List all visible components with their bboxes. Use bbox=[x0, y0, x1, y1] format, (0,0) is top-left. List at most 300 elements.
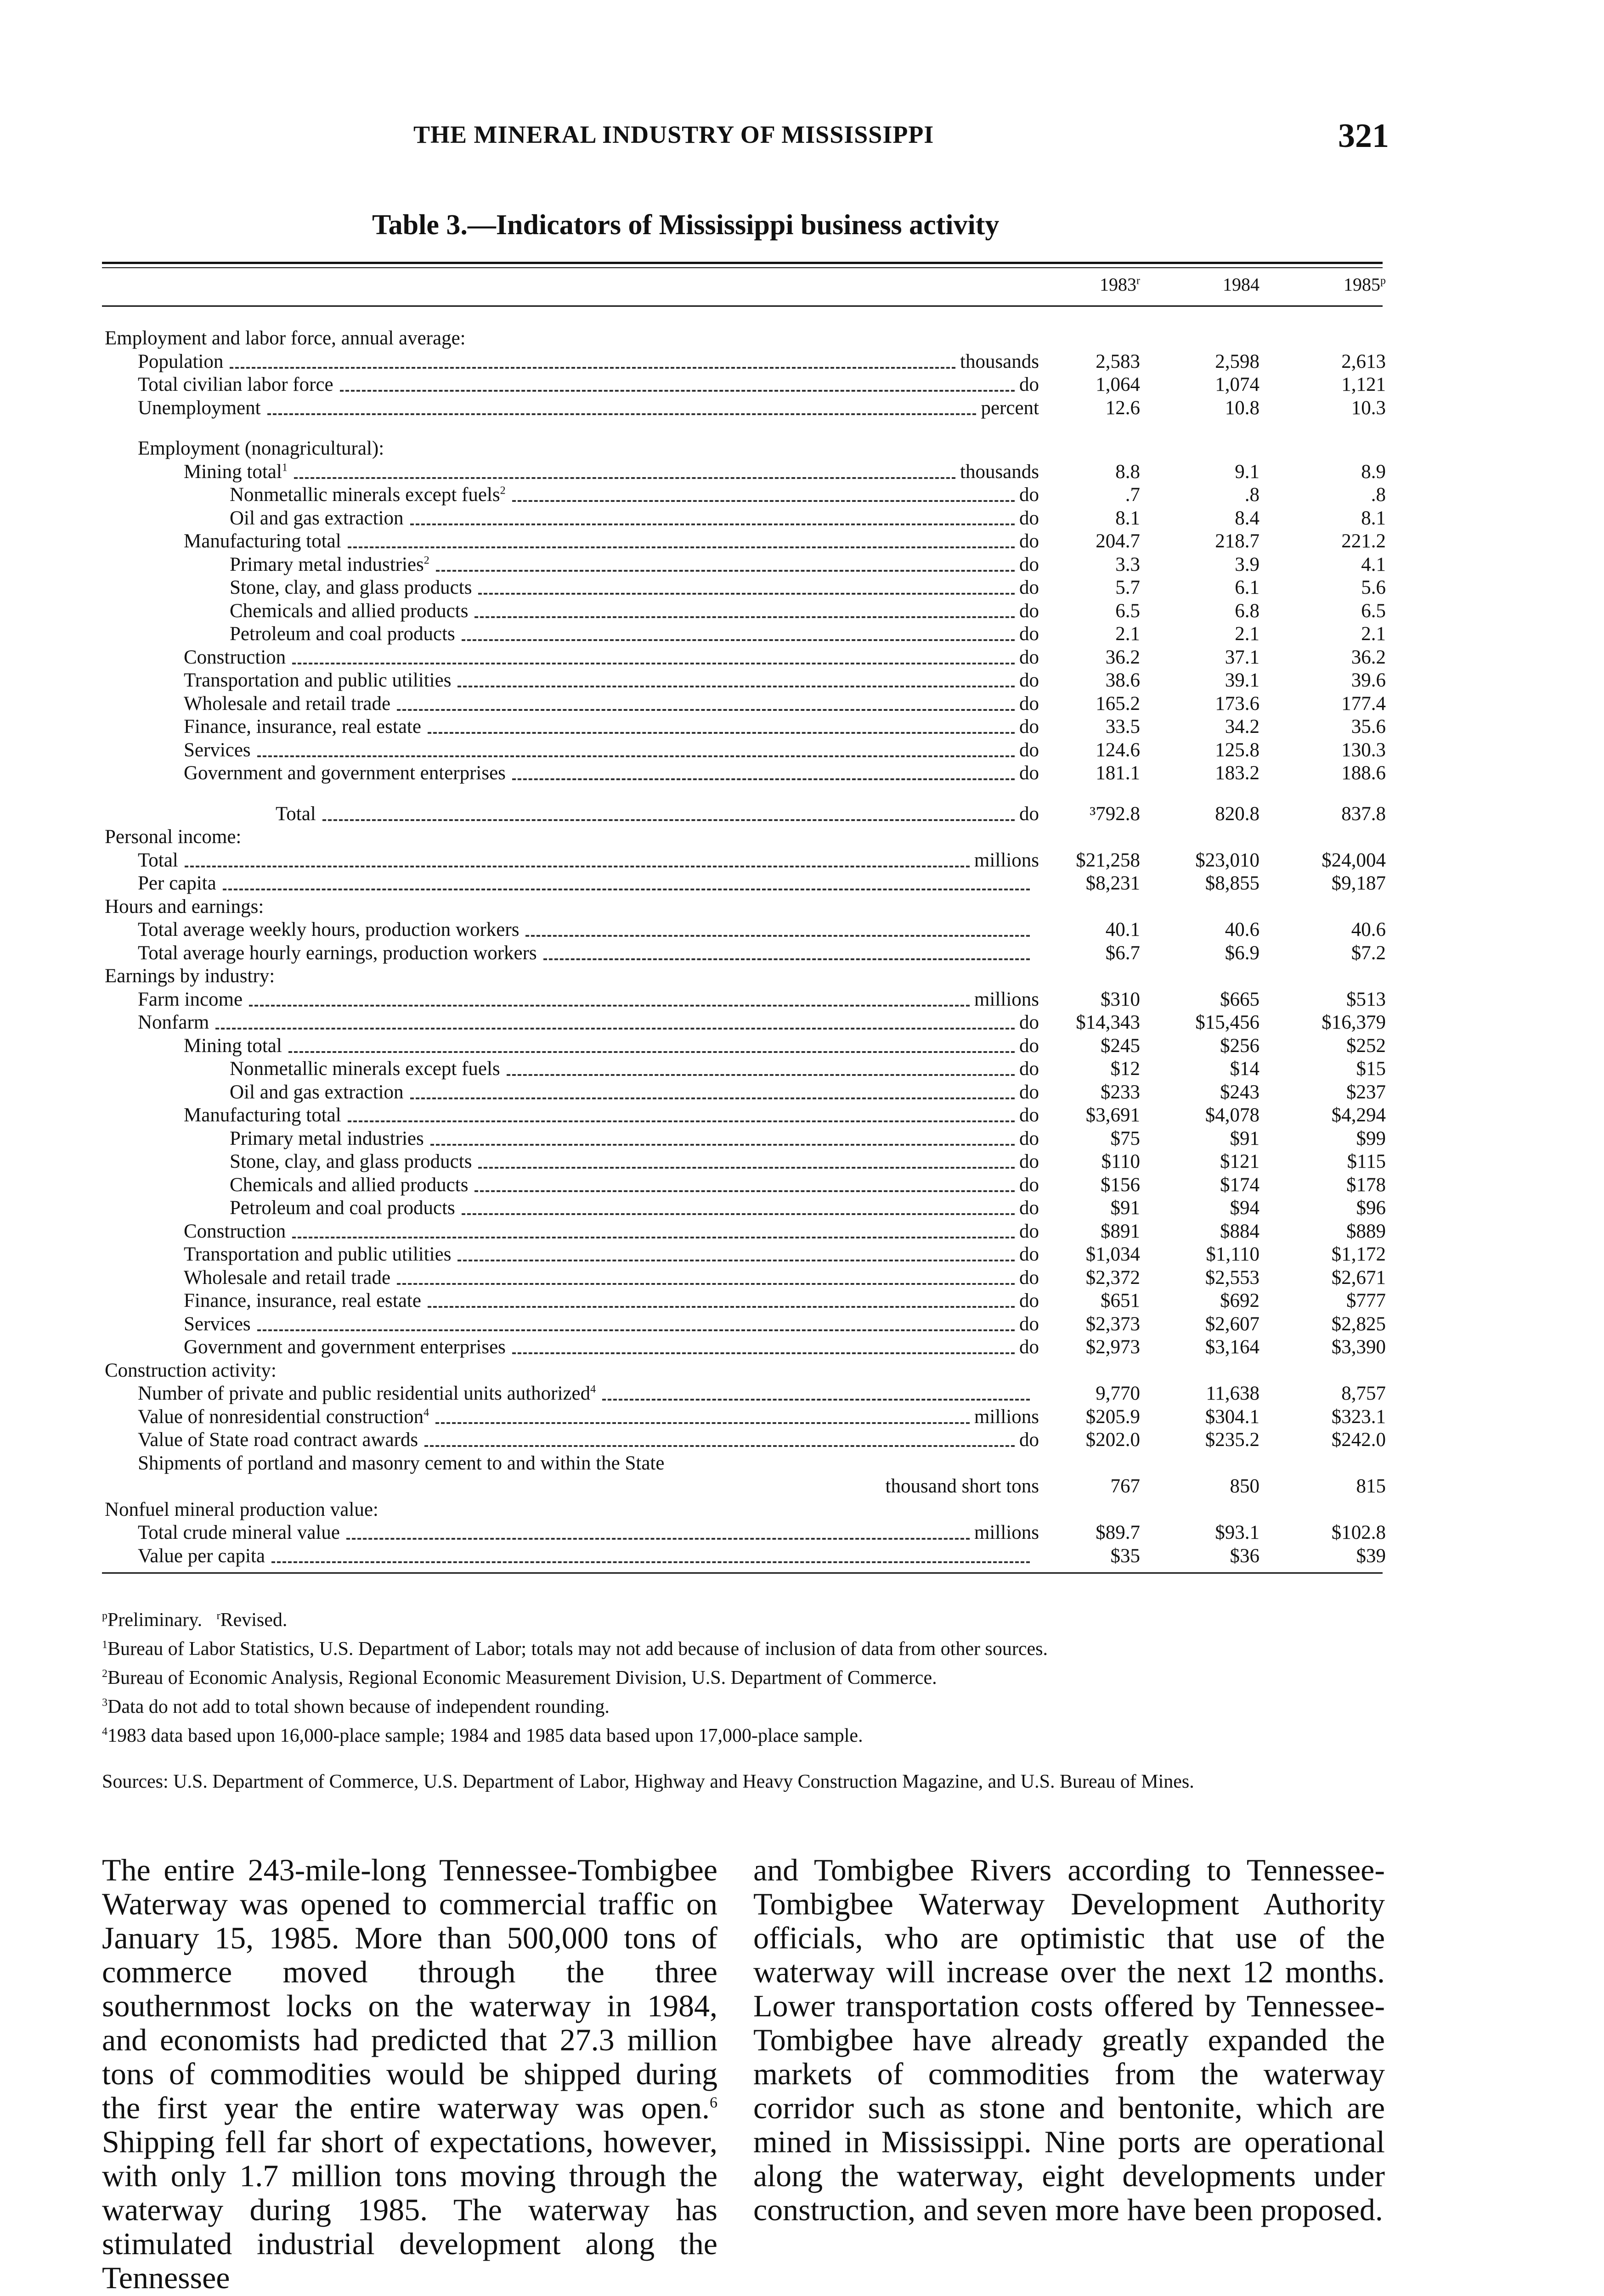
cell-1985: $777 bbox=[1346, 1290, 1386, 1311]
row-label: Wholesale and retail trade bbox=[184, 692, 391, 715]
row-label: Construction activity: bbox=[105, 1359, 277, 1381]
dot-leader bbox=[474, 1190, 1015, 1192]
table-row bbox=[0, 1452, 1604, 1475]
dot-leader bbox=[230, 367, 955, 369]
cell-1985: $513 bbox=[1346, 988, 1386, 1010]
table-row bbox=[0, 1150, 1604, 1173]
row-unit: thousands bbox=[960, 350, 1039, 372]
table-row bbox=[0, 437, 1604, 460]
cell-1985: $99 bbox=[1356, 1127, 1386, 1149]
row-label: Number of private and public residential units authorized$^4$ bbox=[138, 1383, 596, 1404]
cell-1984: $2,607 bbox=[1205, 1313, 1259, 1335]
cell-1983: $2,373 bbox=[1085, 1313, 1140, 1335]
table-row bbox=[0, 373, 1604, 396]
cell-1983: $75 bbox=[1110, 1127, 1140, 1149]
cell-1984: $1,110 bbox=[1206, 1244, 1259, 1265]
row-unit: do bbox=[1019, 1104, 1039, 1126]
row-unit: do bbox=[1019, 507, 1039, 529]
row-label: Wholesale and retail trade bbox=[184, 1266, 391, 1289]
cell-1984: 2,598 bbox=[1215, 350, 1259, 372]
cell-1985: 221.2 bbox=[1341, 530, 1386, 552]
table-row bbox=[0, 872, 1604, 895]
cell-1985: 1,121 bbox=[1341, 374, 1386, 395]
table-row bbox=[0, 1521, 1604, 1544]
table-row bbox=[0, 849, 1604, 872]
cell-1983: $110 bbox=[1101, 1151, 1140, 1172]
cell-1984: $93.1 bbox=[1215, 1522, 1259, 1543]
cell-1984: 850 bbox=[1230, 1475, 1259, 1497]
cell-1983: $21,258 bbox=[1076, 849, 1140, 871]
table-row bbox=[0, 1498, 1604, 1521]
row-unit: do bbox=[1019, 803, 1039, 825]
table-row bbox=[0, 965, 1604, 988]
cell-1984: 173.6 bbox=[1215, 692, 1259, 715]
dot-leader bbox=[512, 500, 1015, 502]
dot-leader bbox=[185, 866, 970, 867]
cell-1984: 1,074 bbox=[1215, 374, 1259, 395]
row-label: Total crude mineral value bbox=[138, 1522, 340, 1543]
cell-1983: $651 bbox=[1101, 1290, 1140, 1311]
table-row bbox=[0, 530, 1604, 553]
cell-1985: 5.6 bbox=[1361, 577, 1386, 598]
row-label: Employment (nonagricultural): bbox=[138, 438, 384, 459]
table-row bbox=[0, 918, 1604, 941]
dot-leader bbox=[288, 1051, 1015, 1053]
cell-1984: 10.8 bbox=[1225, 397, 1259, 419]
row-label: Mining total bbox=[184, 1035, 282, 1057]
cell-1985: $237 bbox=[1346, 1081, 1386, 1103]
row-unit: do bbox=[1019, 600, 1039, 622]
table-row bbox=[0, 692, 1604, 715]
cell-1984: 125.8 bbox=[1215, 739, 1259, 761]
cell-1983: 165.2 bbox=[1096, 692, 1140, 715]
row-unit: do bbox=[1019, 670, 1039, 691]
cell-1983: 204.7 bbox=[1096, 530, 1140, 552]
table-row bbox=[0, 1081, 1604, 1104]
table-row bbox=[0, 397, 1604, 420]
row-unit: millions bbox=[974, 1522, 1039, 1543]
table-row bbox=[0, 461, 1604, 484]
cell-1983: $8,231 bbox=[1085, 872, 1140, 894]
cell-1984: $23,010 bbox=[1195, 849, 1259, 871]
cell-1984: $174 bbox=[1220, 1174, 1259, 1196]
dot-leader bbox=[410, 523, 1015, 525]
cell-1985: 40.6 bbox=[1351, 919, 1386, 940]
table-row bbox=[0, 1220, 1604, 1243]
column-head-rule bbox=[102, 305, 1383, 307]
table-row bbox=[0, 942, 1604, 965]
dot-leader bbox=[543, 958, 1030, 960]
cell-1985: $4,294 bbox=[1331, 1104, 1386, 1126]
row-label: Chemicals and allied products bbox=[230, 600, 469, 622]
cell-1983: 12.6 bbox=[1105, 397, 1140, 419]
table-row bbox=[0, 350, 1604, 373]
column-head-1985: 1985$^p$ bbox=[1344, 274, 1386, 295]
dot-leader bbox=[340, 390, 1015, 392]
row-label: Population bbox=[138, 350, 224, 372]
cell-1984: $304.1 bbox=[1205, 1406, 1259, 1428]
row-label: Total civilian labor force bbox=[138, 374, 333, 395]
table-row bbox=[0, 576, 1604, 599]
footnote: $^p$Preliminary. $^r$Revised. bbox=[102, 1609, 288, 1631]
cell-1984: 11,638 bbox=[1206, 1383, 1259, 1404]
cell-1985: $178 bbox=[1346, 1174, 1386, 1196]
cell-1984: $14 bbox=[1230, 1058, 1259, 1080]
table-row bbox=[0, 1243, 1604, 1266]
table-row bbox=[0, 1545, 1604, 1568]
dot-leader bbox=[292, 663, 1015, 664]
table-row bbox=[0, 623, 1604, 646]
cell-1985: $15 bbox=[1356, 1058, 1386, 1080]
dot-leader bbox=[478, 593, 1015, 595]
cell-1985: 8.1 bbox=[1361, 507, 1386, 529]
row-unit: millions bbox=[974, 1406, 1039, 1428]
dot-leader bbox=[474, 616, 1015, 618]
row-label: Oil and gas extraction bbox=[230, 1081, 404, 1103]
table-row bbox=[0, 553, 1604, 576]
row-unit: do bbox=[1019, 739, 1039, 761]
row-label: Government and government enterprises bbox=[184, 762, 506, 784]
footnote: $^1$Bureau of Labor Statistics, U.S. Department of Labor; totals may not add because of inclusion of data from other sources. bbox=[102, 1638, 1048, 1660]
page-number: 321 bbox=[1338, 117, 1389, 155]
row-label: Value per capita bbox=[138, 1545, 265, 1567]
table-row bbox=[0, 739, 1604, 762]
table-row bbox=[0, 1197, 1604, 1220]
row-label: Transportation and public utilities bbox=[184, 670, 452, 691]
cell-1983: $310 bbox=[1101, 988, 1140, 1010]
row-unit: do bbox=[1019, 1313, 1039, 1335]
cell-1983: $1,034 bbox=[1085, 1244, 1140, 1265]
table-row bbox=[0, 1382, 1604, 1405]
footnote-ref: 4 bbox=[590, 1383, 596, 1396]
cell-1985: 2,613 bbox=[1341, 350, 1386, 372]
dot-leader bbox=[271, 1561, 1030, 1563]
cell-1985: $16,379 bbox=[1322, 1012, 1386, 1033]
row-unit: do bbox=[1019, 1127, 1039, 1149]
table-row bbox=[0, 669, 1604, 692]
cell-1984: $8,855 bbox=[1205, 872, 1259, 894]
cell-1983: 1,064 bbox=[1096, 374, 1140, 395]
cell-1983: 2,583 bbox=[1096, 350, 1140, 372]
cell-1983: $6.7 bbox=[1105, 942, 1140, 964]
cell-1983: 8.1 bbox=[1115, 507, 1140, 529]
cell-1985: 130.3 bbox=[1341, 739, 1386, 761]
table-row bbox=[0, 600, 1604, 623]
cell-1985: 10.3 bbox=[1351, 397, 1386, 419]
cell-1984: $3,164 bbox=[1205, 1336, 1259, 1358]
dot-leader bbox=[215, 1028, 1015, 1030]
row-unit: do bbox=[1019, 1244, 1039, 1265]
cell-1983: $891 bbox=[1101, 1220, 1140, 1242]
cell-1984: 9.1 bbox=[1235, 461, 1259, 483]
table-row bbox=[0, 1127, 1604, 1150]
cell-1984: 8.4 bbox=[1235, 507, 1259, 529]
row-label: Stone, clay, and glass products bbox=[230, 1151, 472, 1172]
cell-1983: $205.9 bbox=[1085, 1406, 1140, 1428]
row-label: Value of State road contract awards bbox=[138, 1429, 418, 1451]
cell-1984: 2.1 bbox=[1235, 623, 1259, 645]
row-label: Chemicals and allied products bbox=[230, 1174, 469, 1196]
table-row bbox=[0, 826, 1604, 849]
dot-leader bbox=[322, 819, 1015, 821]
cell-1985: $24,004 bbox=[1322, 849, 1386, 871]
cell-1985: $39 bbox=[1356, 1545, 1386, 1567]
cell-1984: 39.1 bbox=[1225, 670, 1259, 691]
dot-leader bbox=[292, 1237, 1015, 1238]
body-column-right: and Tombigbee Rivers according to Tennessee-Tombigbee Waterway Development Authority officials, who are optimistic that use of the waterway will increase over the next 12 months. Lower transportation costs offered by Tennessee-Tombigbee have already greatly expanded the markets of commodities from the waterway corridor such as stone and bentonite, which are mined in Mississippi. Nine ports are operational along the waterway, eight developments under construction, and seven more have been proposed. bbox=[753, 1852, 1385, 2227]
row-unit: do bbox=[1019, 646, 1039, 668]
cell-1983: ³792.8 bbox=[1090, 803, 1140, 825]
cell-1983: 38.6 bbox=[1105, 670, 1140, 691]
row-unit: do bbox=[1019, 1174, 1039, 1196]
table-row bbox=[0, 1475, 1604, 1498]
table-row bbox=[0, 1336, 1604, 1359]
cell-1985: 4.1 bbox=[1361, 553, 1386, 575]
dot-leader bbox=[223, 889, 1030, 890]
cell-1983: 40.1 bbox=[1105, 919, 1140, 940]
cell-1985: 188.6 bbox=[1341, 762, 1386, 784]
row-label: Nonfarm bbox=[138, 1012, 209, 1033]
cell-1985: $242.0 bbox=[1331, 1429, 1386, 1451]
column-head-1983: 1983$^r$ bbox=[1100, 274, 1140, 295]
cell-1983: $202.0 bbox=[1085, 1429, 1140, 1451]
table-row bbox=[0, 1313, 1604, 1336]
dot-leader bbox=[346, 1538, 970, 1540]
cell-1984: $2,553 bbox=[1205, 1266, 1259, 1289]
dot-leader bbox=[267, 413, 977, 415]
cell-1984: 218.7 bbox=[1215, 530, 1259, 552]
row-unit: do bbox=[1019, 1336, 1039, 1358]
cell-1985: 39.6 bbox=[1351, 670, 1386, 691]
row-unit: do bbox=[1019, 716, 1039, 737]
row-label: Mining total$^1$ bbox=[184, 461, 288, 483]
table-row bbox=[0, 1174, 1604, 1197]
dot-leader bbox=[525, 935, 1030, 937]
running-header bbox=[0, 117, 1604, 162]
row-label: Total average weekly hours, production workers bbox=[138, 919, 520, 940]
dot-leader bbox=[294, 477, 955, 479]
cell-1983: $2,372 bbox=[1085, 1266, 1140, 1289]
table-row bbox=[0, 1104, 1604, 1127]
row-label: Personal income: bbox=[105, 826, 242, 848]
cell-1984: 183.2 bbox=[1215, 762, 1259, 784]
footnote: $^2$Bureau of Economic Analysis, Regional Economic Measurement Division, U.S. Department of Commerce. bbox=[102, 1667, 937, 1688]
table-row bbox=[0, 803, 1604, 826]
row-label: Nonmetallic minerals except fuels bbox=[230, 1058, 500, 1080]
cell-1985: 177.4 bbox=[1341, 692, 1386, 715]
cell-1984: $665 bbox=[1220, 988, 1259, 1010]
row-label: Manufacturing total bbox=[184, 530, 341, 552]
footnote-ref: 1 bbox=[282, 461, 288, 474]
dot-leader bbox=[428, 1306, 1015, 1308]
cell-1985: 6.5 bbox=[1361, 600, 1386, 622]
row-unit: do bbox=[1019, 1429, 1039, 1451]
cell-1983: $35 bbox=[1110, 1545, 1140, 1567]
dot-leader bbox=[424, 1445, 1015, 1447]
row-label: Construction bbox=[184, 646, 286, 668]
row-unit: millions bbox=[974, 988, 1039, 1010]
dot-leader bbox=[348, 1120, 1015, 1122]
row-label: Nonmetallic minerals except fuels$^2$ bbox=[230, 484, 506, 506]
row-label: Petroleum and coal products bbox=[230, 1197, 455, 1219]
dot-leader bbox=[428, 732, 1015, 734]
cell-1984: $121 bbox=[1220, 1151, 1259, 1172]
table-bottom-rule bbox=[102, 1572, 1383, 1574]
footnote-ref: 2 bbox=[424, 554, 429, 567]
row-unit: do bbox=[1019, 1290, 1039, 1311]
dot-leader bbox=[410, 1097, 1015, 1099]
cell-1983: $91 bbox=[1110, 1197, 1140, 1219]
row-label: Total bbox=[276, 803, 316, 825]
cell-1983: 767 bbox=[1110, 1475, 1140, 1497]
cell-1985: $3,390 bbox=[1331, 1336, 1386, 1358]
table-row bbox=[0, 1011, 1604, 1034]
cell-1984: $235.2 bbox=[1205, 1429, 1259, 1451]
row-unit: do bbox=[1019, 762, 1039, 784]
table-row bbox=[0, 646, 1604, 669]
cell-1984: $91 bbox=[1230, 1127, 1259, 1149]
cell-1985: .8 bbox=[1371, 484, 1386, 506]
dot-leader bbox=[462, 639, 1015, 641]
dot-leader bbox=[397, 709, 1015, 711]
row-label: Petroleum and coal products bbox=[230, 623, 455, 645]
dot-leader bbox=[397, 1283, 1015, 1285]
footnote: $^3$Data do not add to total shown because of independent rounding. bbox=[102, 1696, 610, 1717]
cell-1984: 3.9 bbox=[1235, 553, 1259, 575]
table-row bbox=[0, 895, 1604, 918]
cell-1983: $12 bbox=[1110, 1058, 1140, 1080]
cell-1985: $9,187 bbox=[1331, 872, 1386, 894]
cell-1983: $233 bbox=[1101, 1081, 1140, 1103]
row-label: Finance, insurance, real estate bbox=[184, 716, 421, 737]
cell-1985: 837.8 bbox=[1341, 803, 1386, 825]
cell-1984: $884 bbox=[1220, 1220, 1259, 1242]
row-unit: do bbox=[1019, 1197, 1039, 1219]
row-label: Primary metal industries bbox=[230, 1127, 424, 1149]
row-unit: percent bbox=[981, 397, 1039, 419]
cell-1984: $6.9 bbox=[1225, 942, 1259, 964]
dot-leader bbox=[249, 1005, 970, 1007]
table-row bbox=[0, 1429, 1604, 1452]
cell-1983: $3,691 bbox=[1085, 1104, 1140, 1126]
cell-1985: 2.1 bbox=[1361, 623, 1386, 645]
cell-1984: 40.6 bbox=[1225, 919, 1259, 940]
table-row bbox=[0, 1035, 1604, 1058]
cell-1984: $36 bbox=[1230, 1545, 1259, 1567]
row-unit: do bbox=[1019, 692, 1039, 715]
dot-leader bbox=[436, 570, 1015, 572]
table-row bbox=[0, 715, 1604, 738]
row-unit: do bbox=[1019, 1266, 1039, 1289]
row-label: Finance, insurance, real estate bbox=[184, 1290, 421, 1311]
cell-1985: 36.2 bbox=[1351, 646, 1386, 668]
dot-leader bbox=[507, 1074, 1015, 1076]
table-row bbox=[0, 327, 1604, 350]
row-label: Government and government enterprises bbox=[184, 1336, 506, 1358]
table-row bbox=[0, 1289, 1604, 1312]
row-label: Primary metal industries$^2$ bbox=[230, 553, 429, 575]
table-row bbox=[0, 988, 1604, 1011]
cell-1985: $252 bbox=[1346, 1035, 1386, 1057]
cell-1983: 124.6 bbox=[1096, 739, 1140, 761]
cell-1984: 37.1 bbox=[1225, 646, 1259, 668]
table-sources: Sources: U.S. Department of Commerce, U.S. Department of Labor, Highway and Heavy Construction Magazine, and U.S. Bureau of Mines. bbox=[102, 1771, 1194, 1792]
cell-1984: 34.2 bbox=[1225, 716, 1259, 737]
dot-leader bbox=[430, 1144, 1015, 1146]
row-unit: do bbox=[1019, 484, 1039, 506]
cell-1983: 8.8 bbox=[1115, 461, 1140, 483]
cell-1983: $14,343 bbox=[1076, 1012, 1140, 1033]
dot-leader bbox=[457, 1260, 1015, 1261]
dot-leader bbox=[478, 1167, 1015, 1169]
cell-1985: 815 bbox=[1356, 1475, 1386, 1497]
row-label: Hours and earnings: bbox=[105, 895, 264, 917]
running-title: THE MINERAL INDUSTRY OF MISSISSIPPI bbox=[413, 121, 934, 148]
cell-1983: 2.1 bbox=[1115, 623, 1140, 645]
table-title: Table 3.—Indicators of Mississippi business activity bbox=[372, 209, 1000, 241]
table-row bbox=[0, 484, 1604, 506]
cell-1983: 33.5 bbox=[1105, 716, 1140, 737]
cell-1983: 181.1 bbox=[1096, 762, 1140, 784]
cell-1985: $1,172 bbox=[1331, 1244, 1386, 1265]
cell-1983: $245 bbox=[1101, 1035, 1140, 1057]
cell-1985: $323.1 bbox=[1331, 1406, 1386, 1428]
row-label: Unemployment bbox=[138, 397, 261, 419]
row-unit: do bbox=[1019, 530, 1039, 552]
row-label: Services bbox=[184, 739, 251, 761]
row-label: Services bbox=[184, 1313, 251, 1335]
row-label: Manufacturing total bbox=[184, 1104, 341, 1126]
table-row bbox=[0, 1058, 1604, 1080]
row-unit: do bbox=[1019, 1151, 1039, 1172]
table-row bbox=[0, 1359, 1604, 1382]
row-unit: do bbox=[1019, 553, 1039, 575]
dot-leader bbox=[512, 778, 1015, 780]
dot-leader bbox=[257, 755, 1015, 757]
cell-1985: 8,757 bbox=[1341, 1383, 1386, 1404]
cell-1984: $692 bbox=[1220, 1290, 1259, 1311]
row-unit: thousands bbox=[960, 461, 1039, 483]
row-label: Per capita bbox=[138, 872, 216, 894]
cell-1983: .7 bbox=[1125, 484, 1140, 506]
footnote-ref: 2 bbox=[500, 484, 506, 497]
row-unit: do bbox=[1019, 374, 1039, 395]
cell-1984: $4,078 bbox=[1205, 1104, 1259, 1126]
dot-leader bbox=[512, 1352, 1015, 1354]
dot-leader bbox=[457, 686, 1015, 687]
row-unit: millions bbox=[974, 849, 1039, 871]
cell-1983: 5.7 bbox=[1115, 577, 1140, 598]
cell-1983: $2,973 bbox=[1085, 1336, 1140, 1358]
row-label: Earnings by industry: bbox=[105, 965, 275, 987]
row-label: Oil and gas extraction bbox=[230, 507, 404, 529]
cell-1984: $243 bbox=[1220, 1081, 1259, 1103]
row-unit: do bbox=[1019, 1058, 1039, 1080]
cell-1983: 36.2 bbox=[1105, 646, 1140, 668]
row-unit: do bbox=[1019, 1035, 1039, 1057]
row-unit: do bbox=[1019, 623, 1039, 645]
dot-leader bbox=[257, 1329, 1015, 1331]
cell-1984: 6.8 bbox=[1235, 600, 1259, 622]
cell-1983: 3.3 bbox=[1115, 553, 1140, 575]
column-head-1984: 1984 bbox=[1223, 274, 1259, 295]
cell-1983: 9,770 bbox=[1096, 1383, 1140, 1404]
row-unit: thousand short tons bbox=[885, 1475, 1039, 1497]
row-unit: do bbox=[1019, 1220, 1039, 1242]
row-label: Transportation and public utilities bbox=[184, 1244, 452, 1265]
cell-1985: 8.9 bbox=[1361, 461, 1386, 483]
row-unit: do bbox=[1019, 1012, 1039, 1033]
